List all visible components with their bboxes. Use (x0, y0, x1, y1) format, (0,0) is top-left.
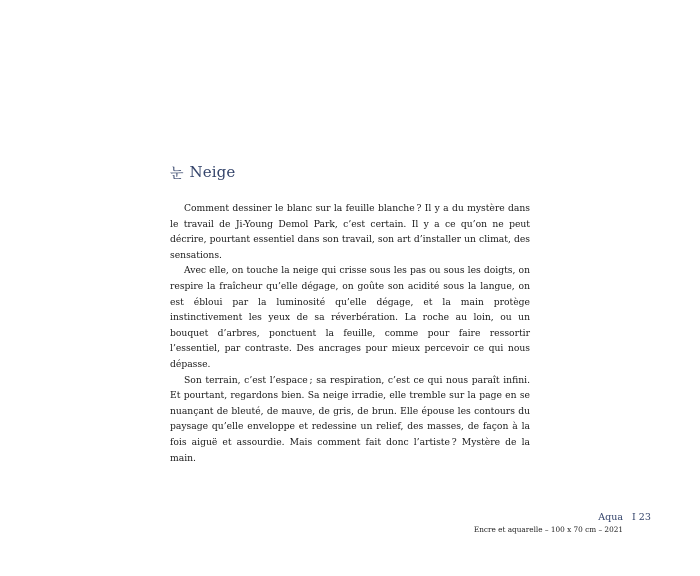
page-number: I 23 (632, 512, 651, 523)
artwork-caption (474, 512, 623, 535)
artwork-title: Aqua (598, 512, 623, 523)
artwork-details: Encre et aquarelle – 100 x 70 cm – 2021 (473, 525, 623, 534)
section-heading (170, 162, 235, 182)
section-title: Neige (189, 163, 236, 181)
paragraph-2: Avec elle, on touche la neige qui crisse sous les pas ou sous les doigts, on respire la fraîcheur qu’elle dégage, on goûte son acidité sous la langue, on est ébloui par la luminosité qu’elle dégage, et la main protège instinctivement les yeux de sa réverbération. La roche au loin, ou un bouquet d’arbres, ponctuent la feuille, comme pour faire ressortir l’essentiel, par contraste. Des ancrages pour mieux percevoir ce qui nous dépasse. (170, 265, 530, 370)
paragraph-3: Son terrain, c’est l’espace ; sa respiration, c’est ce qui nous paraît infini. Et pourtant, regardons bien. Sa neige irradie, elle tremble sur la page en se nuançant de bleuté, de mauve, de gris, de brun. Elle épouse les contours du paysage qu’elle enveloppe et redessine un relief, des masses, de façon à la fois aiguë et assourdie. Mais comment fait donc l’artiste ? Mystère de la main. (170, 374, 530, 464)
paragraph-1: Comment dessiner le blanc sur la feuille blanche ? Il y a du mystère dans le travail de Ji-Young Demol Park, c’est certain. Il y a ce qu’on ne peut décrire, pourtant essentiel dans son travail, son art d’installer un climat, des sensations. (170, 203, 530, 261)
body-text (170, 201, 530, 466)
korean-glyph: 눈 (170, 166, 184, 182)
